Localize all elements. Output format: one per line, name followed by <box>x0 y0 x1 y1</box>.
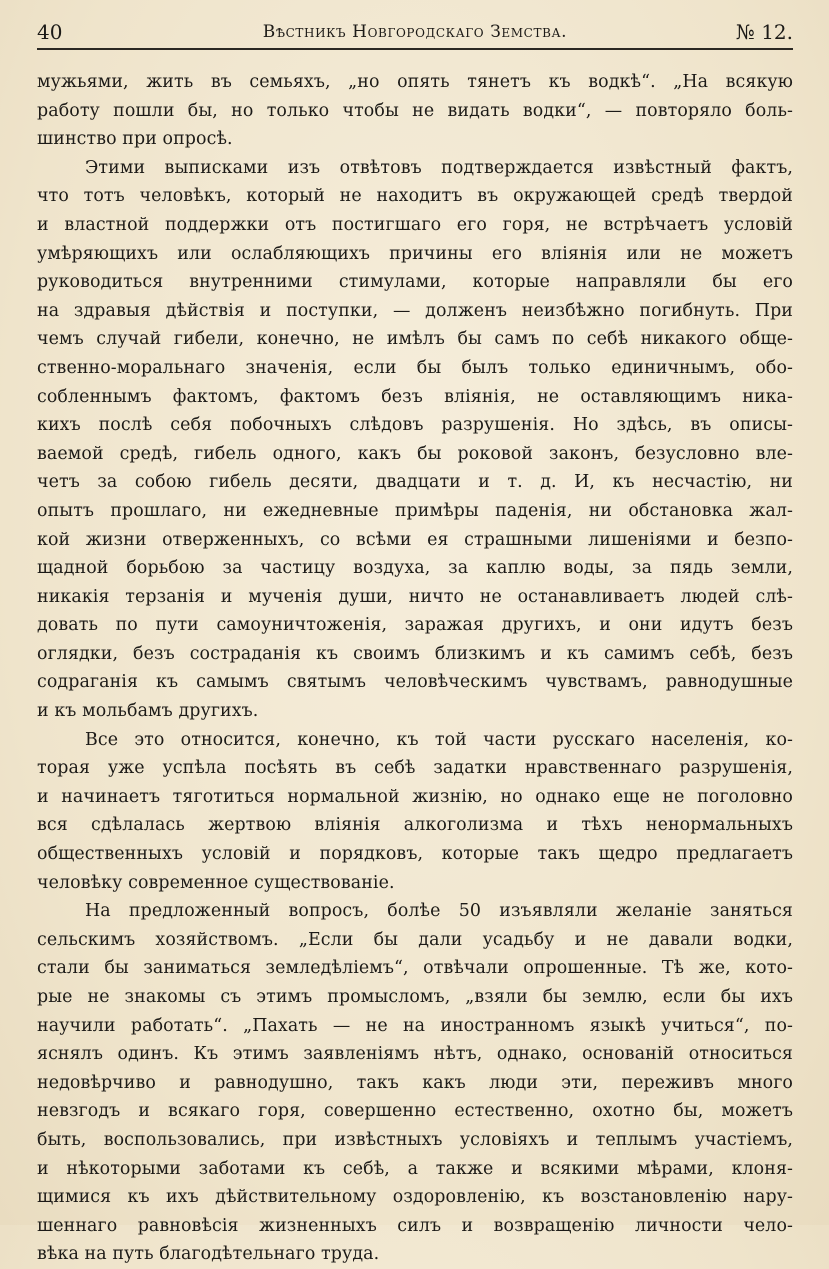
text-line: вѣка на путь благодѣтельнаго труда. <box>37 1244 380 1265</box>
text-line: человѣку современное существованіе. <box>37 872 395 893</box>
text-line: довать по пути самоуничтоженія, заражая другихъ, и они идутъ безъ <box>37 615 793 636</box>
page-header <box>37 18 793 50</box>
text-line: яснялъ одинъ. Къ этимъ заявленіямъ нѣтъ, однако, основаній относиться <box>37 1044 793 1065</box>
text-line: Этими выписками изъ отвѣтовъ подтверждается извѣстный фактъ, <box>85 157 793 178</box>
text-line: мужьями, жить въ семьяхъ, „но опять тянетъ къ водкѣ“. „На всякую <box>37 72 793 92</box>
paragraph <box>37 897 793 1269</box>
paragraph <box>37 68 793 154</box>
text-line: умѣряющихъ или ослабляющихъ причины его вліянія или не можетъ <box>37 243 793 264</box>
text-line: общественныхъ условій и порядковъ, которые такъ щедро предлагаетъ <box>37 844 793 865</box>
text-line: чемъ случай гибели, конечно, не имѣлъ бы самъ по себѣ никакого обще- <box>37 329 793 350</box>
page-number: 40 <box>37 20 63 44</box>
text-line: и нѣкоторыми заботами къ себѣ, а также и всякими мѣрами, клоня- <box>37 1158 793 1179</box>
text-line: рые не знакомы съ этимъ промысломъ, „взяли бы землю, если бы ихъ <box>37 987 793 1007</box>
text-line: кой жизни отверженныхъ, со всѣми ея страшными лишеніями и безпо- <box>37 529 793 550</box>
text-line: оглядки, безъ состраданія къ своимъ близкимъ и къ самимъ себѣ, безъ <box>37 643 793 664</box>
text-line: быть, воспользовались, при извѣстныхъ условіяхъ и теплымъ участіемъ, <box>37 1129 793 1150</box>
text-line: научили работать“. „Пахать — не на иностранномъ языкѣ учиться“, по- <box>37 1015 793 1036</box>
text-line: стали бы заниматься земледѣліемъ“, отвѣчали опрошенные. Тѣ же, кото- <box>37 958 793 979</box>
text-line: и властной поддержки отъ постигшаго его горя, не встрѣчаетъ условій <box>37 214 793 235</box>
text-line: и къ мольбамъ другихъ. <box>37 701 259 722</box>
running-title: Вѣстникъ Новгородскаго Земства. <box>262 22 568 42</box>
text-line: кихъ послѣ себя побочныхъ слѣдовъ разрушенія. Но здѣсь, въ описы- <box>37 415 793 436</box>
text-line: ственно-моральнаго значенія, если бы былъ только единичнымъ, обо- <box>37 357 793 378</box>
text-line: шеннаго равновѣсія жизненныхъ силъ и возвращенію личности чело- <box>37 1215 793 1236</box>
text-line: торая уже успѣла посѣять въ себѣ задатки нравственнаго разрушенія, <box>37 758 793 779</box>
text-line: ваемой средѣ, гибель одного, какъ бы роковой законъ, безусловно вле- <box>37 443 793 464</box>
text-line: и начинаетъ тяготиться нормальной жизнію, но однако еще не поголовно <box>37 786 793 807</box>
text-line: На предложенный вопросъ, болѣе 50 изъявляли желаніе заняться <box>85 901 793 922</box>
paragraph <box>37 726 793 898</box>
text-line: содраганія къ самымъ святымъ человѣческимъ чувствамъ, равнодушные <box>37 672 793 693</box>
body-text <box>37 68 793 1269</box>
text-line: невзгодъ и всякаго горя, совершенно естественно, охотно бы, можетъ <box>37 1101 793 1122</box>
text-line: сельскимъ хозяйствомъ. „Если бы дали усадьбу и не давали водки, <box>37 929 793 950</box>
text-line: руководиться внутренними стимулами, которые направляли бы его <box>37 272 793 293</box>
text-line: четъ за собою гибель десяти, двадцати и т. д. И, къ несчастію, ни <box>37 472 793 493</box>
text-line: вся сдѣлалась жертвою вліянія алкоголизма и тѣхъ ненормальныхъ <box>37 815 793 836</box>
text-line: щадной борьбою за частицу воздуха, за каплю воды, за пядь земли, <box>37 558 793 579</box>
issue-number: № 12. <box>735 20 793 44</box>
text-line: недовѣрчиво и равнодушно, такъ какъ люди эти, переживъ много <box>37 1072 793 1093</box>
text-line: никакія терзанія и мученія души, ничто не останавливаетъ людей слѣ- <box>37 586 793 607</box>
text-line: собленнымъ фактомъ, фактомъ безъ вліянія, не оставляющимъ ника- <box>37 386 793 407</box>
book-page <box>37 18 793 1265</box>
text-line: Все это относится, конечно, къ той части русскаго населенія, ко- <box>85 729 793 750</box>
paragraph <box>37 154 793 726</box>
text-line: работу пошли бы, но только чтобы не видать водки“, — повторяло боль- <box>37 100 793 121</box>
text-line: шинство при опросѣ. <box>37 129 233 150</box>
text-line: на здравыя дѣйствія и поступки, — долженъ неизбѣжно погибнуть. При <box>37 300 793 321</box>
text-line: что тотъ человѣкъ, который не находитъ въ окружающей средѣ твердой <box>37 186 793 207</box>
text-line: опытъ прошлаго, ни ежедневные примѣры паденія, ни обстановка жал- <box>37 500 793 521</box>
text-line: щимися къ ихъ дѣйствительному оздоровленію, къ возстановленію нару- <box>37 1187 793 1208</box>
